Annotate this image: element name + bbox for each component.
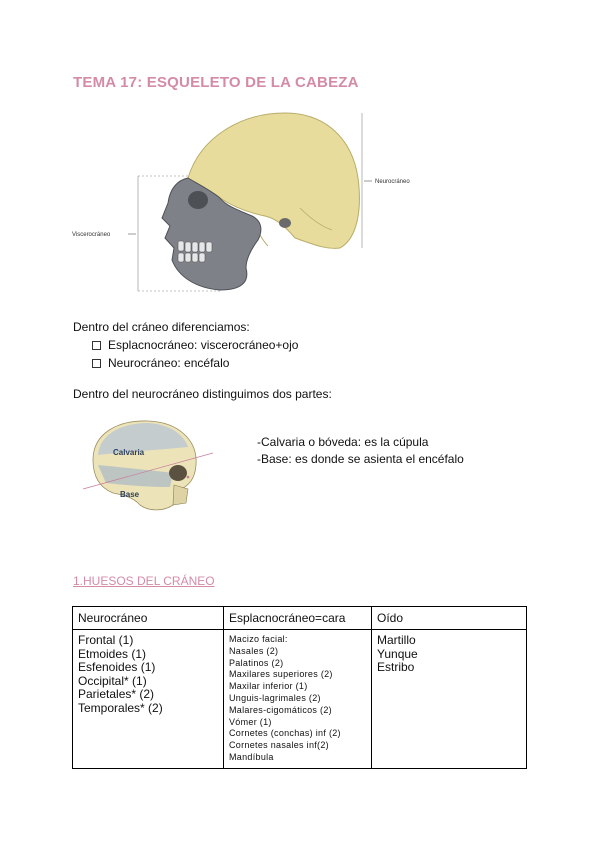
list-item: Mandíbula — [229, 751, 274, 762]
list-item: Frontal (1) — [78, 633, 134, 647]
skull-3d-figure — [78, 415, 218, 515]
section-heading: 1.HUESOS DEL CRÁNEO — [73, 574, 215, 588]
label-viscerocraneo: Viscerocráneo — [72, 232, 111, 238]
skull-lateral-figure — [70, 108, 430, 298]
label-neurocraneo: Neurocráneo — [375, 179, 410, 185]
list-item: Macizo facial: — [229, 634, 288, 644]
checklist-item: Neurocráneo: encéfalo — [92, 356, 229, 370]
list-item: Cornetes nasales inf(2) — [229, 740, 329, 751]
base-description: -Base: es donde se asienta el encéfalo — [257, 452, 464, 466]
list-item: Unguis-lagrimales (2) — [229, 692, 321, 703]
intro-text: Dentro del cráneo diferenciamos: — [73, 320, 250, 334]
list-item: Occipital* (1) — [78, 673, 147, 688]
list-item: Temporales* (2) — [78, 700, 163, 715]
table-row — [73, 630, 527, 769]
list-item: Malares-cigomáticos (2) — [229, 704, 332, 715]
list-item: Martillo — [377, 633, 416, 647]
list-item: Maxilares superiores (2) — [229, 669, 333, 680]
label-base: Base — [120, 490, 140, 499]
list-item: Vómer (1) — [229, 716, 272, 727]
page-title: TEMA 17: ESQUELETO DE LA CABEZA — [73, 74, 359, 91]
list-item: Maxilar inferior (1) — [229, 681, 308, 692]
list-item: Cornetes (conchas) inf (2) — [229, 728, 341, 739]
neurocraneo-cell — [73, 630, 224, 769]
label-calvaria: Calvaria — [113, 448, 145, 457]
list-item: Palatinos (2) — [229, 657, 284, 668]
list-item: Parietales* (2) — [78, 687, 155, 701]
calvaria-description: -Calvaria o bóveda: es la cúpula — [257, 435, 429, 449]
header-neurocraneo: Neurocráneo — [73, 607, 224, 630]
checkbox-icon — [92, 359, 101, 368]
bones-table — [72, 606, 527, 769]
list-item: Esfenoides (1) — [78, 660, 156, 674]
list-item: Estribo — [377, 660, 415, 674]
list-item: Nasales (2) — [229, 645, 279, 656]
checklist-item: Esplacnocráneo: viscerocráneo+ojo — [92, 338, 298, 352]
oido-cell — [372, 630, 527, 769]
header-oido: Oído — [372, 607, 527, 630]
list-item: Etmoides (1) — [78, 646, 147, 661]
neuro-intro-text: Dentro del neurocráneo distinguimos dos partes: — [73, 387, 332, 401]
header-esplacnocraneo: Esplacnocráneo=cara — [224, 607, 372, 630]
table-header-row — [73, 607, 527, 630]
checkbox-icon — [92, 341, 101, 350]
cara-cell — [224, 630, 372, 769]
list-item: Yunque — [377, 646, 418, 661]
